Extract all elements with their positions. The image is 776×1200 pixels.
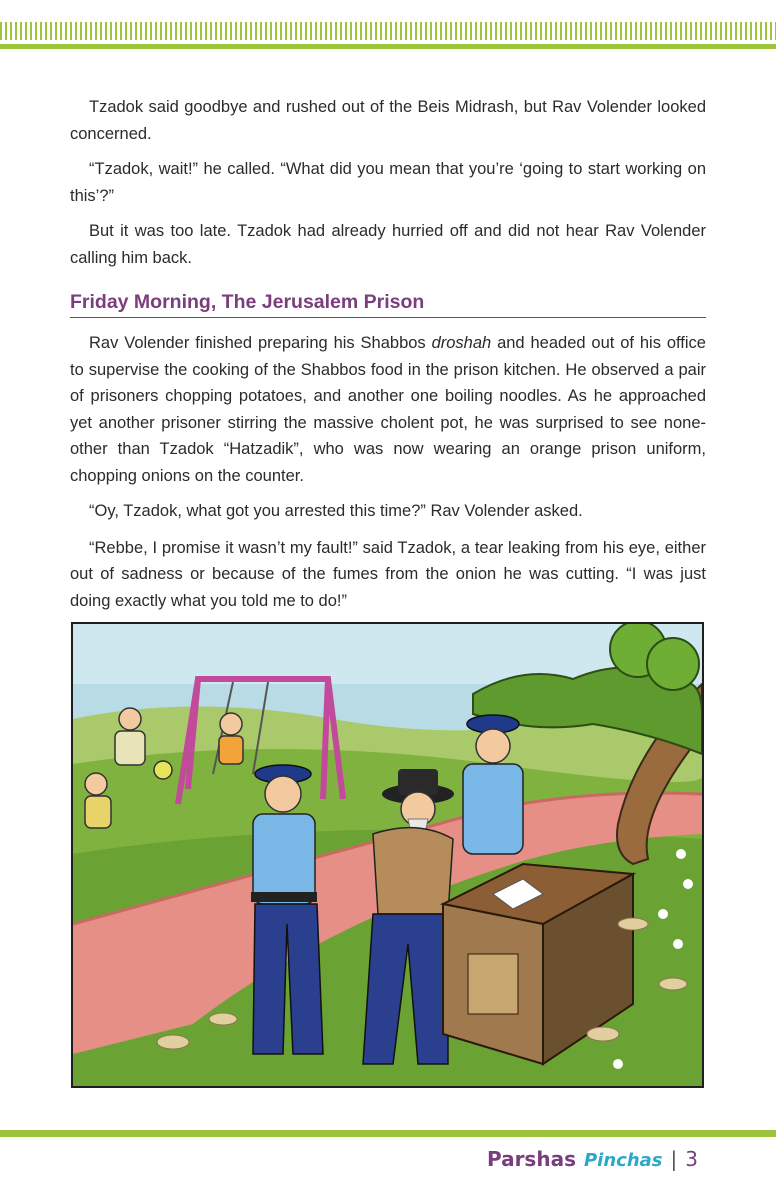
paragraph-question: “Oy, Tzadok, what got you arrested this time?” Rav Volender asked. (89, 502, 583, 520)
top-decorative-ticks (0, 22, 776, 40)
paragraph-main (70, 330, 706, 489)
page-body (70, 94, 706, 623)
bottom-rule (0, 1130, 776, 1137)
paragraph-1: Tzadok said goodbye and rushed out of the Beis Midrash, but Rav Volender looked concerned. (70, 98, 706, 143)
page-footer (487, 1147, 698, 1177)
paragraph-main-end: and headed out of his office to supervise the cooking of the Shabbos food in the prison kitchen. He observed a pair of prisoners chopping potatoes, and another one boiling noodles. As he approached yet another prisoner stirring the massive cholent pot, he was surprised to see none-other than Tzadok “Hatzadik”, who was now wearing an orange prison uniform, chopping onions on the counter. (70, 334, 706, 485)
page-number: 3 (685, 1147, 698, 1171)
paragraph-3: But it was too late. Tzadok had already hurried off and did not hear Rav Volender calling him back. (70, 222, 706, 267)
illustration-svg (73, 624, 702, 1086)
footer-parsha-label: Parshas (486, 1147, 576, 1171)
paragraph-main-start: Rav Volender finished preparing his Shabbos (89, 334, 432, 352)
footer-separator: | (670, 1147, 678, 1171)
paragraph-answer: “Rebbe, I promise it wasn’t my fault!” said Tzadok, a tear leaking from his eye, either out of sadness or because of the fumes from the onion he was cutting. “I was just doing exactly what you told me to do!” (70, 538, 706, 610)
playground-arrest-illustration (71, 622, 704, 1088)
section-heading: Friday Morning, The Jerusalem Prison (70, 291, 706, 318)
top-rule (0, 44, 776, 49)
footer-parsha-name: Pinchas (583, 1150, 663, 1171)
paragraph-main-italic: droshah (431, 334, 492, 352)
paragraph-2: “Tzadok, wait!” he called. “What did you mean that you’re ‘going to start working on this’?” (70, 160, 706, 205)
